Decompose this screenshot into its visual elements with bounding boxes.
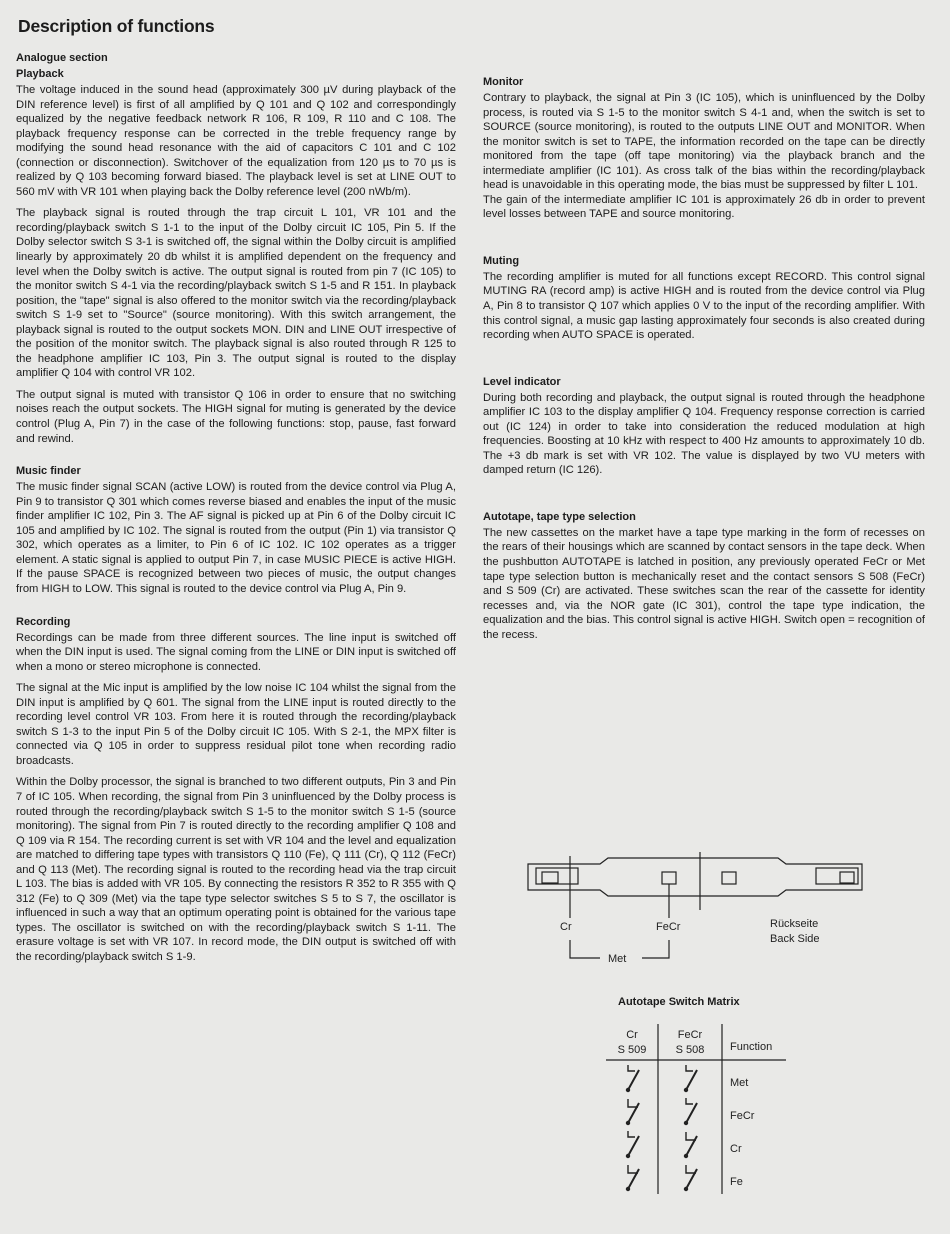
playback-heading: Playback [16, 68, 64, 80]
matrix-row-function: Fe [730, 1176, 743, 1188]
level-indicator-heading: Level indicator [483, 375, 561, 388]
playback-paragraph-2: The playback signal is routed through the trap circuit L 101, VR 101 and the recording/playback switch S 1-1 to the input of the Dolby circuit IC 105, Pin 5. If the Dolby selector switch S 3-1 is switched off, the signal within the Dolby circuit is amplified linearly by approximately 20 db whilst it is amplified dependent on the frequency and level when the Dolby switch is active. The output signal is routed from pin 7 (IC 105) to the monitor switch S 4-1 via the recording/playback switch S 1-5 and R 151. In playback position, the "tape" signal is also offered to the monitor switch via the recording/playback switch S 1-9 set to "Source" (source monitoring). With this switch arrangement, the playback signal is routed to the output sockets MON. DIN and LINE OUT irrespective of the position of the monitor switch. The playback signal is also routed through R 125 to the headphone amplifier IC 103, Pin 3. The output signal is routed to the display amplifier Q 104 with control VR 102. [16, 207, 456, 380]
left-column [16, 52, 456, 972]
muting-paragraph: The recording amplifier is muted for all functions except RECORD. This control signal MUTING RA (record amp) is active HIGH and is routed from the device control via Plug A, Pin 8 to transistor Q 107 which applies 0 V to the input of the recording amplifier. With this control signal, a music gap lasting approximately four seconds is also created during recording when AUTO SPACE is operated. [483, 270, 925, 342]
music-finder-paragraph: The music finder signal SCAN (active LOW) is routed from the device control via Plug A, Pin 9 to transistor Q 301 which comes reverse biased and enables the input of the music finder amplifier IC 102, Pin 3. The AF signal is picked up at Pin 6 of the Dolby circuit IC 105 and amplified by IC 102. The signal is routed from the output (Pin 1) via transistor Q 302, which operates as a limiter, to Pin 6 of IC 102. IC 102 operates as a trigger element. A static signal is applied to output Pin 7, in case MUSIC PIECE is active HIGH. If the pause SPACE is recognized between two pieces of music, the output changes from HIGH to LOW. This signal is routed to the device control via Plug A, Pin 9. [16, 481, 456, 595]
autotape-switch-matrix [606, 1020, 796, 1201]
recording-paragraph-2: The signal at the Mic input is amplified by the low noise IC 104 whilst the signal from the DIN input is amplified by Q 601. The signal from the LINE input is routed directly to the recording level control VR 103. From here it is routed through the recording/playback switch S 1-3 to the input Pin 5 of the Dolby circuit IC 105. With S 2-1, the MPX filter is connected via Q 105 in order to suppress residual pilot tone when recording radio broadcasts. [16, 682, 456, 767]
switch-symbol-closed [684, 1065, 697, 1092]
met-recess [722, 872, 736, 884]
matrix-row [626, 1065, 749, 1092]
met-label: Met [608, 953, 627, 965]
recording-paragraph-3: Within the Dolby processor, the signal is branched to two different outputs, Pin 3 and Pin 7 of IC 105. When recording, the signal from Pin 3 uninfluenced by the Dolby process is routed through the recording/playback switch S 1-5 to the monitor switch S 1-5 (source monitoring). The signal from Pin 7 is routed directly to the recording amplifier Q 108 and Q 109 via R 154. The recording current is set with VR 104 and the level and equalization are matched to differing tape types with transistors Q 110 (Fe), Q 111 (Cr), Q 112 (FeCr) and Q 113 (Met). The recording signal is routed to the recording head via the trap circuit L 103. The bias is added with VR 105. By connecting the resistors R 352 to R 355 with Q 312 (Fe) to Q 309 (Met) via the tape type selector switches S 5 to S 7, the oscillator is influenced in such a way that an optimum operating point is obtained for the various tape types. The oscillator is switched on with the recording/playback switch S 1-11. The erasure voltage is set with VR 107. In record mode, the DIN output is switched off with the recording/playback switch S 1-9. [16, 776, 456, 963]
monitor-heading: Monitor [483, 76, 524, 88]
right-recess [840, 872, 854, 883]
switch-symbol-closed [684, 1098, 697, 1125]
switch-matrix-table [606, 1020, 796, 1196]
analogue-heading: Analogue section [16, 52, 108, 64]
autotape-paragraph: The new cassettes on the market have a tape type marking in the form of recesses on the rears of their housings which are scanned by contact sensors in the tape deck. When the pushbutton AUTOTAPE is latched in position, any previously operated FeCr or Met tape type selection button is mechanically reset and the contact sensors S 508 (FeCr) and S 509 (Cr) are activated. These switches scan the rear of the cassette for identity recesses and, via the NOR gate (IC 301), control the tape type indication, the equalization and the bias. This control signal is active HIGH. Switch open = recognition of the recess. [483, 526, 925, 641]
matrix-row [626, 1165, 743, 1191]
fecr-label: FeCr [656, 921, 681, 933]
rueckseite-label: Rückseite [770, 918, 819, 930]
matrix-header-fecr: FeCr [677, 1029, 703, 1041]
met-bracket-right [642, 940, 669, 958]
music-finder-heading: Music finder [16, 465, 81, 478]
matrix-title: Autotape Switch Matrix [618, 996, 740, 1008]
matrix-row [626, 1098, 755, 1125]
cr-recess [542, 872, 558, 883]
switch-symbol-open [684, 1132, 697, 1158]
matrix-rows [626, 1065, 755, 1191]
switch-symbol-closed [626, 1065, 639, 1092]
recording-heading: Recording [16, 615, 71, 628]
monitor-paragraph-1: Contrary to playback, the signal at Pin 3 (IC 105), which is uninfluenced by the Dolby process, is routed via S 1-5 to the monitor switch S 4-1 and, when the switch is set to SOURCE (source monitoring), is routed to the outputs LINE OUT and MONITOR. When the monitor switch is set to TAPE, the information recorded on the tape can be directly monitored from the tape (off tape monitoring) via the playback branch and the intermediate amplifier (IC 101). As cross talk of the bias within the recording/playback head is unavoidable in this operating mode, the bias must be suppressed by filter L 101. [483, 92, 925, 192]
switch-symbol-open [684, 1165, 697, 1191]
playback-paragraph-3: The output signal is muted with transistor Q 106 in order to ensure that no switching noises reach the output sockets. The HIGH signal for muting is generated by the device control (Plug A, Pin 7) in the case of the following functions: stop, pause, fast forward and rewind. [16, 388, 456, 445]
matrix-row [626, 1131, 742, 1158]
cr-label: Cr [560, 921, 572, 933]
matrix-row-function: Cr [730, 1143, 742, 1155]
matrix-row-function: Met [730, 1077, 749, 1089]
switch-symbol-open [626, 1099, 639, 1125]
fecr-recess [662, 872, 676, 884]
page-title: Description of functions [18, 16, 215, 36]
switch-symbol-open [626, 1165, 639, 1191]
playback-paragraph-1: The voltage induced in the sound head (approximately 300 µV during playback of the DIN reference level) is first of all amplified by Q 101 and Q 102 and correspondingly equalized by the negative feedback network R 106, R 109, R 110 and C 108. The playback frequency response can be corrected in the treble frequency range by modifying the sound head resonance with the aid of capacitors C 101 and C 102 (connection or disconnection). Switchover of the equalization from 120 µs to 70 µs is realized by Q 103 becoming forward biased. The playback level is set at LINE OUT to 560 mV with VR 101 when playing back the Dolby reference level (200 nWb/m). [16, 84, 456, 198]
matrix-row-function: FeCr [730, 1110, 755, 1122]
right-reel-window [816, 868, 858, 884]
matrix-header-fecr-switch: S 508 [675, 1044, 705, 1056]
autotape-heading: Autotape, tape type selection [483, 510, 636, 523]
met-bracket-left [570, 940, 600, 958]
switch-symbol-closed [626, 1131, 639, 1158]
right-column [483, 76, 925, 649]
monitor-paragraph-2: The gain of the intermediate amplifier IC 101 is approximately 26 db in order to prevent level losses between TAPE and source monitoring. [483, 193, 925, 221]
recording-paragraph-1: Recordings can be made from three different sources. The line input is switched off when the DIN input is used. The signal coming from the LINE or DIN input is switched off when a mono or stereo microphone is connected. [16, 631, 456, 673]
level-indicator-paragraph: During both recording and playback, the output signal is routed through the headphone amplifier IC 103 to the display amplifier Q 104. Frequency response correction is carried out (IC 124) in order to take into consideration the reduced modulation at high frequencies. Boosting at 10 kHz with respect to 400 Hz amounts to approximately 10 db. The +3 db mark is set with VR 102. The value is displayed by two VU meters with damped return (IC 126). [483, 391, 925, 477]
matrix-header-cr: Cr [626, 1029, 638, 1041]
cassette-back-diagram [520, 848, 870, 978]
muting-heading: Muting [483, 254, 520, 267]
back-side-label: Back Side [770, 933, 820, 945]
matrix-header-function: Function [730, 1041, 773, 1053]
matrix-header-cr-switch: S 509 [617, 1044, 647, 1056]
